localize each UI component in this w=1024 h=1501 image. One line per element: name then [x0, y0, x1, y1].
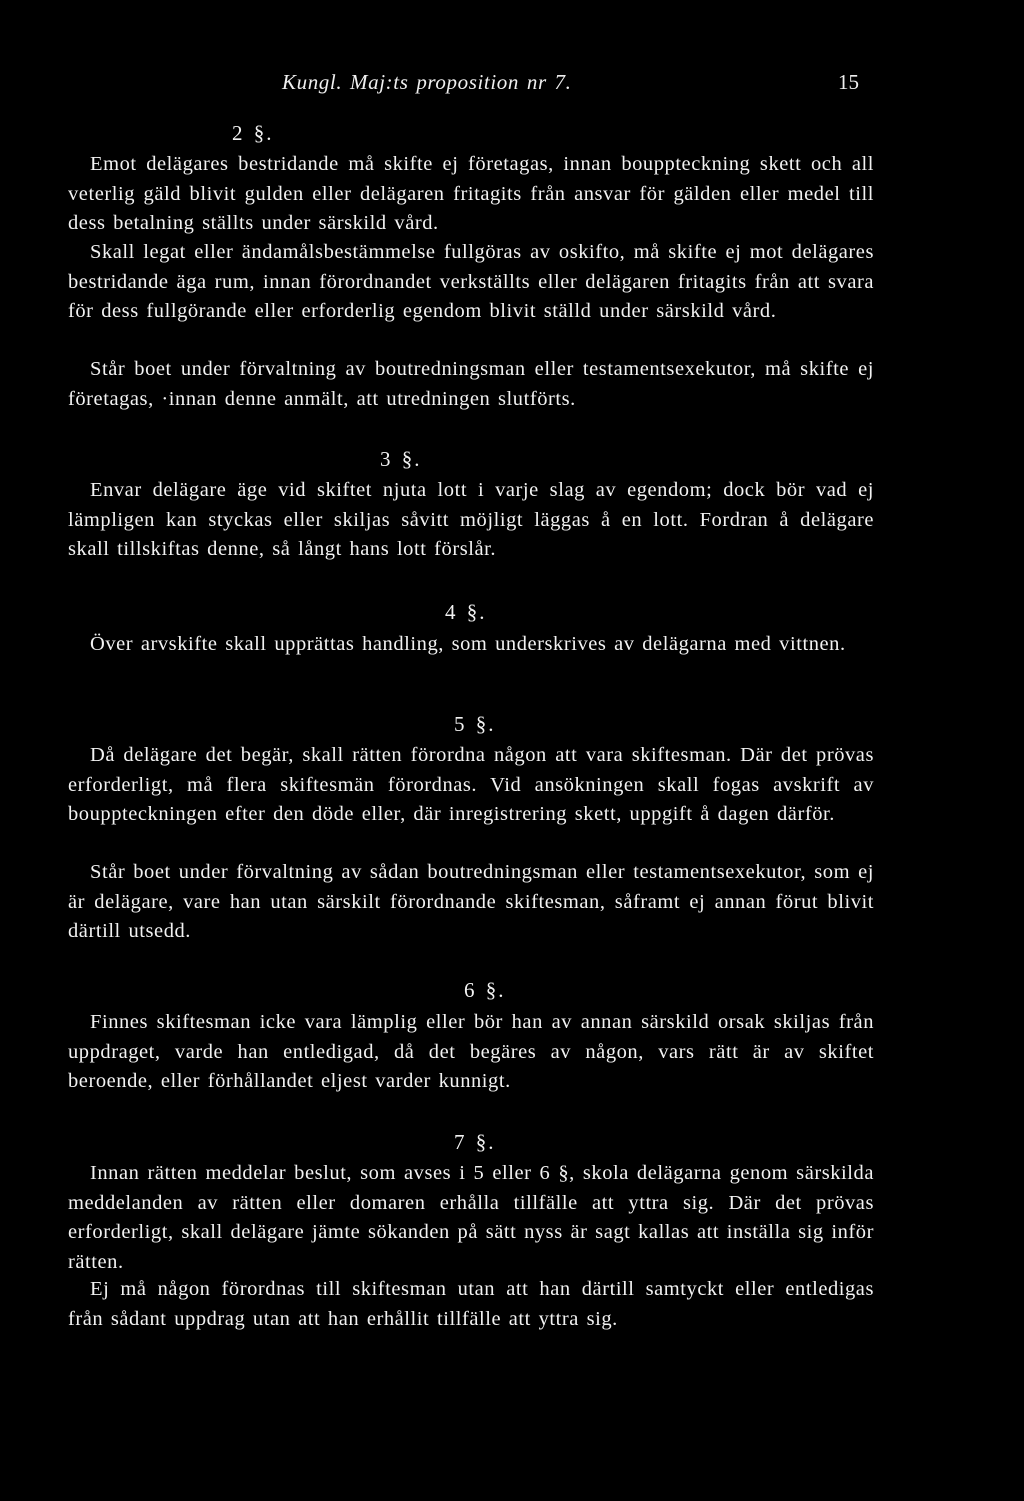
- section-heading: 7 §.: [454, 1130, 496, 1154]
- section-heading: 2 §.: [232, 121, 274, 145]
- section-heading: 3 §.: [380, 447, 422, 471]
- page-number: 15: [838, 70, 859, 94]
- paragraph: Över arvskifte skall upprättas handling, som underskrives av delägarna med vittnen.: [90, 633, 846, 655]
- section-heading: 6 §.: [464, 978, 506, 1002]
- paragraph: Står boet under förvaltning av sådan boutredningsman eller testamentsexekutor, som ej är delägare, vare han utan särskilt förordnande skiftesman, såframt ej annan förut blivit därtill utsedd.: [68, 861, 874, 942]
- paragraph: Envar delägare äge vid skiftet njuta lott i varje slag av egendom; dock bör vad ej lämpligen kan styckas eller skiljas såvitt möjligt läggas å en lott. Fordran å delägare skall tillskiftas denne, så långt hans lott förslår.: [68, 479, 874, 560]
- paragraph: Skall legat eller ändamålsbestämmelse fullgöras av oskifto, må skifte ej mot delägares bestridande äga rum, innan förordnandet verkställts eller delägaren fritagits från att svara för dess fullgörande eller erforderlig egendom blivit ställd under särskild vård.: [68, 241, 874, 322]
- paragraph: Ej må någon förordnas till skiftesman utan att han därtill samtyckt eller entledigas från sådant uppdrag utan att han erhållit tillfälle att yttra sig.: [68, 1278, 874, 1330]
- section-heading: 5 §.: [454, 712, 496, 736]
- paragraph: Finnes skiftesman icke vara lämplig eller bör han av annan särskild orsak skiljas från uppdraget, varde han entledigad, då det begäres av någon, vars rätt är av skiftet beroende, eller förhållandet eljest varder kunnigt.: [68, 1011, 874, 1092]
- section-heading: 4 §.: [445, 600, 487, 624]
- paragraph: Då delägare det begär, skall rätten förordna någon att vara skiftesman. Där det prövas erforderligt, må flera skiftesmän förordnas. Vid ansökningen skall fogas avskrift av bouppteckningen efter den döde eller, där inregistrering skett, uppgift å dagen därför.: [68, 744, 874, 825]
- paragraph: Innan rätten meddelar beslut, som avses i 5 eller 6 §, skola delägarna genom särskilda meddelanden av rätten eller domaren erhålla tillfälle att yttra sig. Där det prövas erforderligt, skall delägare jämte sökanden på sätt nyss är sagt kallas att inställa sig inför rätten.: [68, 1162, 874, 1273]
- running-title: Kungl. Maj:ts proposition nr 7.: [282, 70, 572, 94]
- paragraph: Står boet under förvaltning av boutredningsman eller testamentsexekutor, må skifte ej företagas, ·innan denne anmält, att utredningen slutförts.: [68, 358, 874, 410]
- paragraph: Emot delägares bestridande må skifte ej företagas, innan bouppteckning skett och all veterlig gäld blivit gulden eller delägaren fritagits från ansvar för gälden eller medel till dess betalning ställts under särskild vård.: [68, 153, 874, 234]
- page-header: [0, 70, 1024, 102]
